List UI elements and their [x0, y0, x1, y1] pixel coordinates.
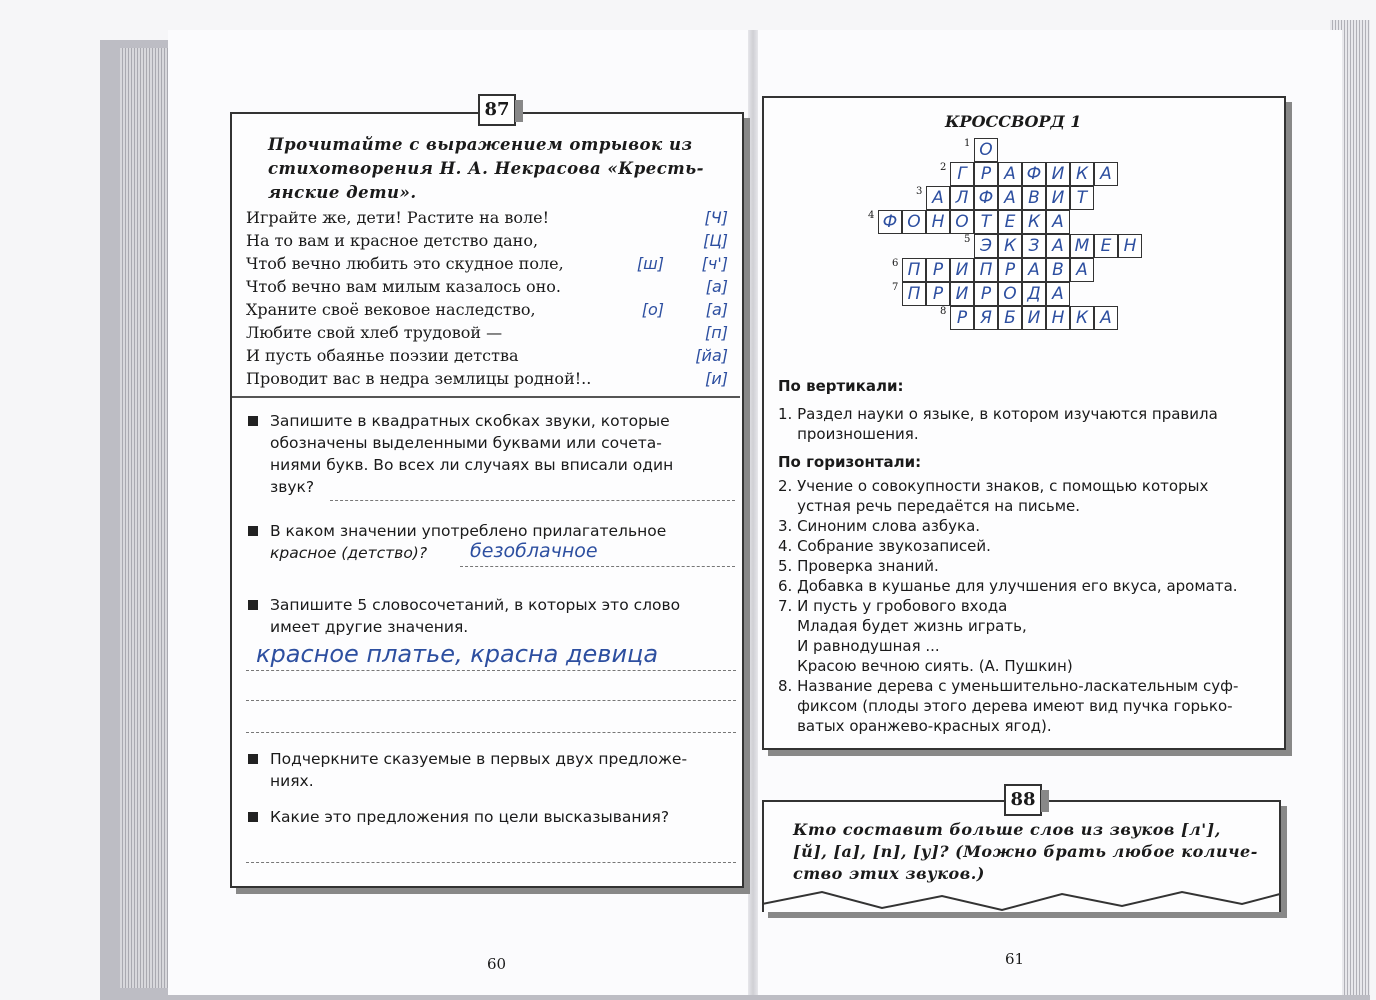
crossword-letter: И [1051, 164, 1065, 184]
crossword-letter: К [1003, 236, 1017, 256]
task-3-handwritten-answer[interactable]: красное платье, красна девица [256, 640, 659, 668]
crossword-letter: Г [957, 164, 967, 184]
crossword-letter: Н [931, 212, 945, 232]
poem-line-text: Проводит вас в недра землицы родной!.. [246, 369, 592, 388]
answer-line[interactable] [246, 862, 736, 863]
sound-answer[interactable]: [ч'] [701, 254, 728, 273]
poem-line-text: Храните своё вековое наследство, [246, 300, 536, 319]
crossword-letter: А [1100, 164, 1112, 184]
task-3 [270, 594, 740, 638]
task-bullet-icon [248, 416, 258, 426]
sound-answer[interactable]: [Ч] [704, 208, 728, 227]
crossword-clue-number: 7 [892, 282, 899, 293]
horizontal-clue: И равнодушная ... [778, 637, 940, 655]
poem-line [246, 367, 736, 390]
answer-line[interactable] [246, 732, 736, 733]
crossword-letter: К [1075, 308, 1089, 328]
crossword-letter: Т [980, 212, 992, 232]
crossword-letter: А [1052, 236, 1064, 256]
vertical-heading: По вертикали: [778, 377, 904, 395]
horizontal-clue: 6. Добавка в кушанье для улучшения его вкуса, аромата. [778, 577, 1238, 595]
crossword-letter: А [1052, 284, 1064, 304]
horizontal-clue: ватых оранжево-красных ягод). [778, 717, 1052, 735]
crossword-letter: М [1074, 236, 1090, 256]
horizontal-clue: устная речь передаётся на письме. [778, 497, 1081, 515]
crossword-letter: А [1076, 260, 1088, 280]
poem-line-text: Любите свой хлеб трудовой — [246, 323, 503, 342]
vertical-clue: 1. Раздел науки о языке, в котором изучаются правила [778, 405, 1218, 423]
answer-line[interactable] [330, 500, 735, 501]
crossword-clue-number: 2 [940, 162, 947, 173]
poem-line-text: Чтоб вечно вам милым казалось оно. [246, 277, 561, 296]
crossword-title: КРОССВОРД 1 [945, 112, 1082, 131]
crossword-letter: П [907, 260, 921, 280]
task-2-line: красное (детство)? [270, 544, 428, 562]
exercise-88-line: Кто составит больше слов из звуков [л'], [793, 820, 1221, 839]
page-number-left: 60 [487, 955, 507, 973]
sound-answer[interactable]: [Ц] [703, 231, 728, 250]
book-spine [748, 30, 758, 995]
crossword-letter: Я [980, 308, 992, 328]
crossword-letter: Э [980, 236, 992, 256]
poem-line-text: Играйте же, дети! Растите на воле! [246, 208, 550, 227]
sound-answer-extra[interactable]: [о] [641, 300, 664, 319]
crossword-clues [778, 376, 1268, 736]
sound-answer[interactable]: [и] [705, 369, 728, 388]
horizontal-clue: 4. Собрание звукозаписей. [778, 537, 991, 555]
crossword-letter: П [907, 284, 921, 304]
crossword-letter: Н [1051, 308, 1065, 328]
answer-line[interactable] [460, 566, 735, 567]
task-1-line: ниями букв. Во всех ли случаях вы вписали один [270, 456, 674, 474]
task-3-line: Запишите 5 словосочетаний, в которых это слово [270, 596, 681, 614]
exercise-number-87: 87 [478, 94, 516, 126]
crossword-letter: И [955, 260, 969, 280]
crossword-letter: Р [980, 164, 992, 184]
crossword-letter: О [1003, 284, 1017, 304]
crossword-letter: К [1027, 212, 1041, 232]
crossword-letter: Е [1004, 212, 1016, 232]
vertical-clue: произношения. [778, 425, 919, 443]
task-1-line: звук? [270, 478, 315, 496]
poem-line [246, 321, 736, 344]
horizontal-clue: Красою вечною сиять. (А. Пушкин) [778, 657, 1073, 675]
crossword-letter: Р [956, 308, 968, 328]
crossword-letter: К [1075, 164, 1089, 184]
poem-line-text: И пусть обаянье поэзии детства [246, 346, 519, 365]
horizontal-clue: 5. Проверка знаний. [778, 557, 939, 575]
sound-answer-extra[interactable]: [ш] [636, 254, 664, 273]
sound-answer[interactable]: [а] [705, 277, 728, 296]
poem-line [246, 344, 736, 367]
task-bullet-icon [248, 754, 258, 764]
exercise-88-line: ство этих звуков.) [793, 864, 985, 883]
crossword-clue-number: 8 [940, 306, 947, 317]
answer-line[interactable] [246, 700, 736, 701]
crossword-clue-number: 3 [916, 186, 923, 197]
crossword-letter: Л [955, 188, 969, 208]
horizontal-clue: 7. И пусть у гробового входа [778, 597, 1008, 615]
crossword-letter: А [1028, 260, 1040, 280]
exercise-87-heading-line-1: Прочитайте с выражением отрывок из [268, 135, 693, 154]
task-1-line: Запишите в квадратных скобках звуки, которые [270, 412, 670, 430]
crossword-letter: И [1051, 188, 1065, 208]
task-bullet-icon [248, 600, 258, 610]
poem-line-text: На то вам и красное детство дано, [246, 231, 539, 250]
exercise-87-heading-line-2: стихотворения Н. А. Некрасова «Кресть- [268, 159, 704, 178]
crossword-letter: А [1004, 164, 1016, 184]
sound-answer[interactable]: [йа] [695, 346, 728, 365]
task-4-line: Подчеркните сказуемые в первых двух предложе- [270, 750, 688, 768]
task-bullet-icon [248, 526, 258, 536]
crossword-letter: Н [1123, 236, 1137, 256]
crossword-letter: В [1052, 260, 1064, 280]
crossword-letter: А [932, 188, 944, 208]
crossword-letter: Ф [1026, 164, 1042, 184]
crossword-clue-number: 1 [964, 138, 971, 149]
task-2-line: В каком значении употреблено прилагательное [270, 522, 667, 540]
crossword-letter: О [955, 212, 969, 232]
horizontal-clue: 3. Синоним слова азбука. [778, 517, 981, 535]
crossword-letter: А [1004, 188, 1016, 208]
answer-line[interactable] [246, 670, 736, 671]
crossword-letter: И [955, 284, 969, 304]
poem-line [246, 229, 736, 252]
poem-line [246, 206, 736, 229]
crossword-letter: И [1027, 308, 1041, 328]
poem [246, 206, 736, 390]
exercise-87-heading-line-3: янские дети». [268, 183, 417, 202]
poem-line [246, 252, 736, 275]
task-3-line: имеет другие значения. [270, 618, 469, 636]
horizontal-clue: фиксом (плоды этого дерева имеют вид пучка горько- [778, 697, 1233, 715]
crossword-letter: Р [980, 284, 992, 304]
crossword-letter: Д [1027, 284, 1041, 304]
crossword-letter: Е [1100, 236, 1112, 256]
page-number-right: 61 [1005, 950, 1025, 968]
task-5-line: Какие это предложения по цели высказывания? [270, 808, 670, 826]
crossword-letter: Р [932, 284, 944, 304]
crossword-letter: З [1028, 236, 1040, 256]
exercise-88-line: [й], [а], [п], [у]? (Можно брать любое количе- [793, 842, 1258, 861]
task-4-line: ниях. [270, 772, 314, 790]
crossword-clue-number: 5 [964, 234, 971, 245]
crossword-letter: Р [932, 260, 944, 280]
sound-answer[interactable]: [п] [705, 323, 728, 342]
poem-line [246, 298, 736, 321]
sound-answer[interactable]: [а] [705, 300, 728, 319]
crossword-letter: Б [1004, 308, 1016, 328]
task-5 [270, 806, 740, 828]
horizontal-clue: 2. Учение о совокупности знаков, с помощью которых [778, 477, 1209, 495]
task-bullet-icon [248, 812, 258, 822]
crossword-letter: П [979, 260, 993, 280]
task-2-handwritten-answer[interactable]: безоблачное [470, 540, 598, 562]
crossword-letter: В [1028, 188, 1040, 208]
crossword-letter: О [979, 140, 993, 160]
crossword-letter: Ф [978, 188, 994, 208]
poem-line [246, 275, 736, 298]
crossword-letter: Т [1076, 188, 1088, 208]
task-1-line: обозначены выделенными буквами или сочета- [270, 434, 662, 452]
crossword-letter: О [907, 212, 921, 232]
horizontal-heading: По горизонтали: [778, 453, 922, 471]
task-4 [270, 748, 740, 792]
horizontal-clue: Младая будет жизнь играть, [778, 617, 1027, 635]
crossword-letter: А [1100, 308, 1112, 328]
torn-edge-decoration [762, 880, 1282, 920]
poem-line-text: Чтоб вечно любить это скудное поле, [246, 254, 564, 273]
crossword-letter: Ф [882, 212, 898, 232]
horizontal-clue: 8. Название дерева с уменьшительно-ласкательным суф- [778, 677, 1239, 695]
crossword-letter: Р [1004, 260, 1016, 280]
task-1 [270, 410, 740, 498]
crossword-letter: А [1052, 212, 1064, 232]
exercise-number-88: 88 [1004, 784, 1042, 816]
crossword-clue-number: 4 [868, 210, 875, 221]
section-divider [232, 396, 740, 398]
crossword-clue-number: 6 [892, 258, 899, 269]
